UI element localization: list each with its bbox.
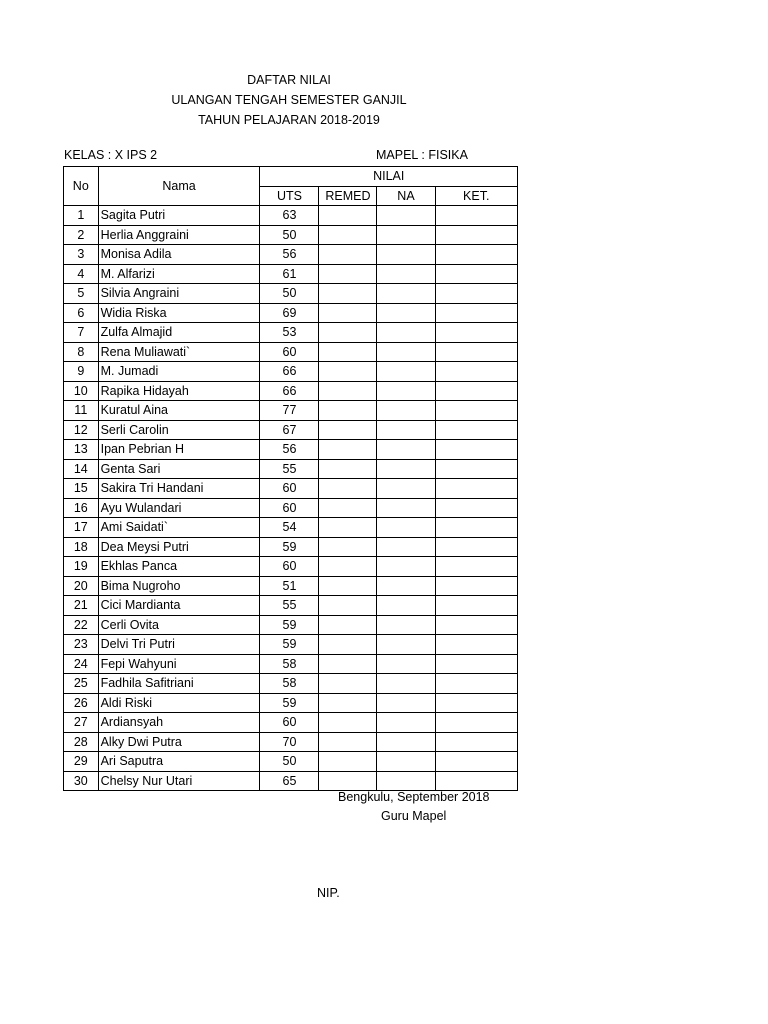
row-number: 25 <box>64 674 99 694</box>
student-name: Sagita Putri <box>98 206 260 226</box>
grades-table-header <box>64 167 518 206</box>
uts-score: 60 <box>260 713 319 733</box>
uts-score: 66 <box>260 362 319 382</box>
na-score <box>377 537 435 557</box>
uts-score: 50 <box>260 752 319 772</box>
student-name: Cerli Ovita <box>98 615 260 635</box>
header-remed: REMED <box>319 186 377 206</box>
uts-score: 50 <box>260 284 319 304</box>
table-row <box>64 557 518 577</box>
table-row <box>64 693 518 713</box>
table-row <box>64 713 518 733</box>
grades-table-body <box>64 206 518 791</box>
ket-note <box>435 576 518 596</box>
ket-note <box>435 479 518 499</box>
subject-label: MAPEL : FISIKA <box>376 148 468 162</box>
uts-score: 58 <box>260 674 319 694</box>
remed-score <box>319 732 377 752</box>
na-score <box>377 225 435 245</box>
student-name: Fepi Wahyuni <box>98 654 260 674</box>
row-number: 13 <box>64 440 99 460</box>
remed-score <box>319 440 377 460</box>
signatory-role: Guru Mapel <box>381 809 447 823</box>
remed-score <box>319 596 377 616</box>
table-row <box>64 459 518 479</box>
row-number: 5 <box>64 284 99 304</box>
remed-score <box>319 771 377 791</box>
na-score <box>377 596 435 616</box>
student-name: Dea Meysi Putri <box>98 537 260 557</box>
student-name: Alky Dwi Putra <box>98 732 260 752</box>
remed-score <box>319 420 377 440</box>
ket-note <box>435 654 518 674</box>
na-score <box>377 284 435 304</box>
na-score <box>377 381 435 401</box>
na-score <box>377 264 435 284</box>
na-score <box>377 245 435 265</box>
uts-score: 59 <box>260 537 319 557</box>
table-row <box>64 245 518 265</box>
remed-score <box>319 518 377 538</box>
ket-note <box>435 245 518 265</box>
na-score <box>377 576 435 596</box>
table-row <box>64 771 518 791</box>
uts-score: 60 <box>260 557 319 577</box>
row-number: 22 <box>64 615 99 635</box>
na-score <box>377 674 435 694</box>
remed-score <box>319 303 377 323</box>
row-number: 4 <box>64 264 99 284</box>
student-name: Bima Nugroho <box>98 576 260 596</box>
remed-score <box>319 342 377 362</box>
ket-note <box>435 206 518 226</box>
header-nilai: NILAI <box>260 167 518 187</box>
uts-score: 56 <box>260 245 319 265</box>
student-name: Rapika Hidayah <box>98 381 260 401</box>
remed-score <box>319 498 377 518</box>
ket-note <box>435 498 518 518</box>
row-number: 26 <box>64 693 99 713</box>
remed-score <box>319 206 377 226</box>
uts-score: 69 <box>260 303 319 323</box>
table-row <box>64 420 518 440</box>
ket-note <box>435 635 518 655</box>
remed-score <box>319 284 377 304</box>
nip-label: NIP. <box>317 886 340 900</box>
remed-score <box>319 401 377 421</box>
student-name: Sakira Tri Handani <box>98 479 260 499</box>
remed-score <box>319 654 377 674</box>
na-score <box>377 459 435 479</box>
uts-score: 63 <box>260 206 319 226</box>
uts-score: 51 <box>260 576 319 596</box>
na-score <box>377 303 435 323</box>
ket-note <box>435 440 518 460</box>
remed-score <box>319 615 377 635</box>
row-number: 30 <box>64 771 99 791</box>
uts-score: 56 <box>260 440 319 460</box>
header-no: No <box>64 167 99 206</box>
na-score <box>377 206 435 226</box>
ket-note <box>435 401 518 421</box>
row-number: 15 <box>64 479 99 499</box>
table-row <box>64 401 518 421</box>
remed-score <box>319 713 377 733</box>
student-name: Ardiansyah <box>98 713 260 733</box>
uts-score: 55 <box>260 459 319 479</box>
na-score <box>377 362 435 382</box>
na-score <box>377 420 435 440</box>
remed-score <box>319 362 377 382</box>
uts-score: 50 <box>260 225 319 245</box>
student-name: Cici Mardianta <box>98 596 260 616</box>
table-row <box>64 635 518 655</box>
header-nama: Nama <box>98 167 260 206</box>
row-number: 12 <box>64 420 99 440</box>
na-score <box>377 323 435 343</box>
ket-note <box>435 771 518 791</box>
table-row <box>64 206 518 226</box>
table-row <box>64 381 518 401</box>
row-number: 29 <box>64 752 99 772</box>
row-number: 2 <box>64 225 99 245</box>
table-row <box>64 362 518 382</box>
document-title: DAFTAR NILAI <box>247 73 331 87</box>
uts-score: 67 <box>260 420 319 440</box>
uts-score: 61 <box>260 264 319 284</box>
row-number: 18 <box>64 537 99 557</box>
remed-score <box>319 479 377 499</box>
row-number: 19 <box>64 557 99 577</box>
header-na: NA <box>377 186 435 206</box>
na-score <box>377 401 435 421</box>
na-score <box>377 557 435 577</box>
table-row <box>64 440 518 460</box>
student-name: M. Alfarizi <box>98 264 260 284</box>
table-row <box>64 225 518 245</box>
table-row <box>64 537 518 557</box>
ket-note <box>435 752 518 772</box>
uts-score: 59 <box>260 635 319 655</box>
row-number: 9 <box>64 362 99 382</box>
uts-score: 66 <box>260 381 319 401</box>
ket-note <box>435 362 518 382</box>
student-name: Genta Sari <box>98 459 260 479</box>
remed-score <box>319 459 377 479</box>
remed-score <box>319 674 377 694</box>
row-number: 8 <box>64 342 99 362</box>
row-number: 16 <box>64 498 99 518</box>
na-score <box>377 752 435 772</box>
student-name: Ari Saputra <box>98 752 260 772</box>
na-score <box>377 771 435 791</box>
grades-table <box>63 166 518 791</box>
remed-score <box>319 323 377 343</box>
uts-score: 53 <box>260 323 319 343</box>
student-name: Silvia Angraini <box>98 284 260 304</box>
remed-score <box>319 752 377 772</box>
student-name: Ipan Pebrian H <box>98 440 260 460</box>
header-ket: KET. <box>435 186 518 206</box>
table-row <box>64 498 518 518</box>
academic-year: TAHUN PELAJARAN 2018-2019 <box>198 113 380 127</box>
row-number: 28 <box>64 732 99 752</box>
ket-note <box>435 557 518 577</box>
na-score <box>377 635 435 655</box>
row-number: 17 <box>64 518 99 538</box>
ket-note <box>435 537 518 557</box>
ket-note <box>435 615 518 635</box>
student-name: Ayu Wulandari <box>98 498 260 518</box>
remed-score <box>319 576 377 596</box>
student-name: Ami Saidati` <box>98 518 260 538</box>
na-score <box>377 654 435 674</box>
na-score <box>377 693 435 713</box>
table-row <box>64 596 518 616</box>
remed-score <box>319 264 377 284</box>
header-uts: UTS <box>260 186 319 206</box>
row-number: 20 <box>64 576 99 596</box>
uts-score: 77 <box>260 401 319 421</box>
student-name: Rena Muliawati` <box>98 342 260 362</box>
document-title-block <box>0 70 578 130</box>
ket-note <box>435 596 518 616</box>
ket-note <box>435 674 518 694</box>
ket-note <box>435 225 518 245</box>
remed-score <box>319 557 377 577</box>
ket-note <box>435 323 518 343</box>
ket-note <box>435 713 518 733</box>
ket-note <box>435 264 518 284</box>
student-name: Serli Carolin <box>98 420 260 440</box>
table-row <box>64 479 518 499</box>
row-number: 23 <box>64 635 99 655</box>
table-row <box>64 674 518 694</box>
uts-score: 59 <box>260 615 319 635</box>
remed-score <box>319 693 377 713</box>
row-number: 3 <box>64 245 99 265</box>
remed-score <box>319 635 377 655</box>
table-row <box>64 264 518 284</box>
table-row <box>64 284 518 304</box>
row-number: 21 <box>64 596 99 616</box>
ket-note <box>435 732 518 752</box>
na-score <box>377 498 435 518</box>
table-row <box>64 518 518 538</box>
row-number: 1 <box>64 206 99 226</box>
uts-score: 60 <box>260 479 319 499</box>
uts-score: 60 <box>260 498 319 518</box>
place-date: Bengkulu, September 2018 <box>338 790 490 804</box>
remed-score <box>319 537 377 557</box>
student-name: Herlia Anggraini <box>98 225 260 245</box>
table-row <box>64 752 518 772</box>
uts-score: 58 <box>260 654 319 674</box>
uts-score: 60 <box>260 342 319 362</box>
uts-score: 70 <box>260 732 319 752</box>
remed-score <box>319 245 377 265</box>
row-number: 10 <box>64 381 99 401</box>
uts-score: 59 <box>260 693 319 713</box>
ket-note <box>435 342 518 362</box>
row-number: 6 <box>64 303 99 323</box>
na-score <box>377 518 435 538</box>
ket-note <box>435 420 518 440</box>
na-score <box>377 713 435 733</box>
table-row <box>64 732 518 752</box>
remed-score <box>319 225 377 245</box>
student-name: Delvi Tri Putri <box>98 635 260 655</box>
na-score <box>377 342 435 362</box>
ket-note <box>435 459 518 479</box>
student-name: Chelsy Nur Utari <box>98 771 260 791</box>
student-name: Kuratul Aina <box>98 401 260 421</box>
student-name: Monisa Adila <box>98 245 260 265</box>
table-row <box>64 615 518 635</box>
class-label: KELAS : X IPS 2 <box>64 148 158 162</box>
row-number: 7 <box>64 323 99 343</box>
uts-score: 65 <box>260 771 319 791</box>
table-row <box>64 323 518 343</box>
table-row <box>64 576 518 596</box>
row-number: 14 <box>64 459 99 479</box>
student-name: Zulfa Almajid <box>98 323 260 343</box>
student-name: Aldi Riski <box>98 693 260 713</box>
na-score <box>377 615 435 635</box>
ket-note <box>435 693 518 713</box>
na-score <box>377 440 435 460</box>
na-score <box>377 479 435 499</box>
row-number: 24 <box>64 654 99 674</box>
ket-note <box>435 284 518 304</box>
ket-note <box>435 303 518 323</box>
table-row <box>64 342 518 362</box>
document-subtitle: ULANGAN TENGAH SEMESTER GANJIL <box>171 93 407 107</box>
row-number: 11 <box>64 401 99 421</box>
student-name: M. Jumadi <box>98 362 260 382</box>
remed-score <box>319 381 377 401</box>
row-number: 27 <box>64 713 99 733</box>
student-name: Widia Riska <box>98 303 260 323</box>
table-row <box>64 654 518 674</box>
student-name: Fadhila Safitriani <box>98 674 260 694</box>
na-score <box>377 732 435 752</box>
ket-note <box>435 381 518 401</box>
ket-note <box>435 518 518 538</box>
uts-score: 55 <box>260 596 319 616</box>
uts-score: 54 <box>260 518 319 538</box>
student-name: Ekhlas Panca <box>98 557 260 577</box>
table-row <box>64 303 518 323</box>
